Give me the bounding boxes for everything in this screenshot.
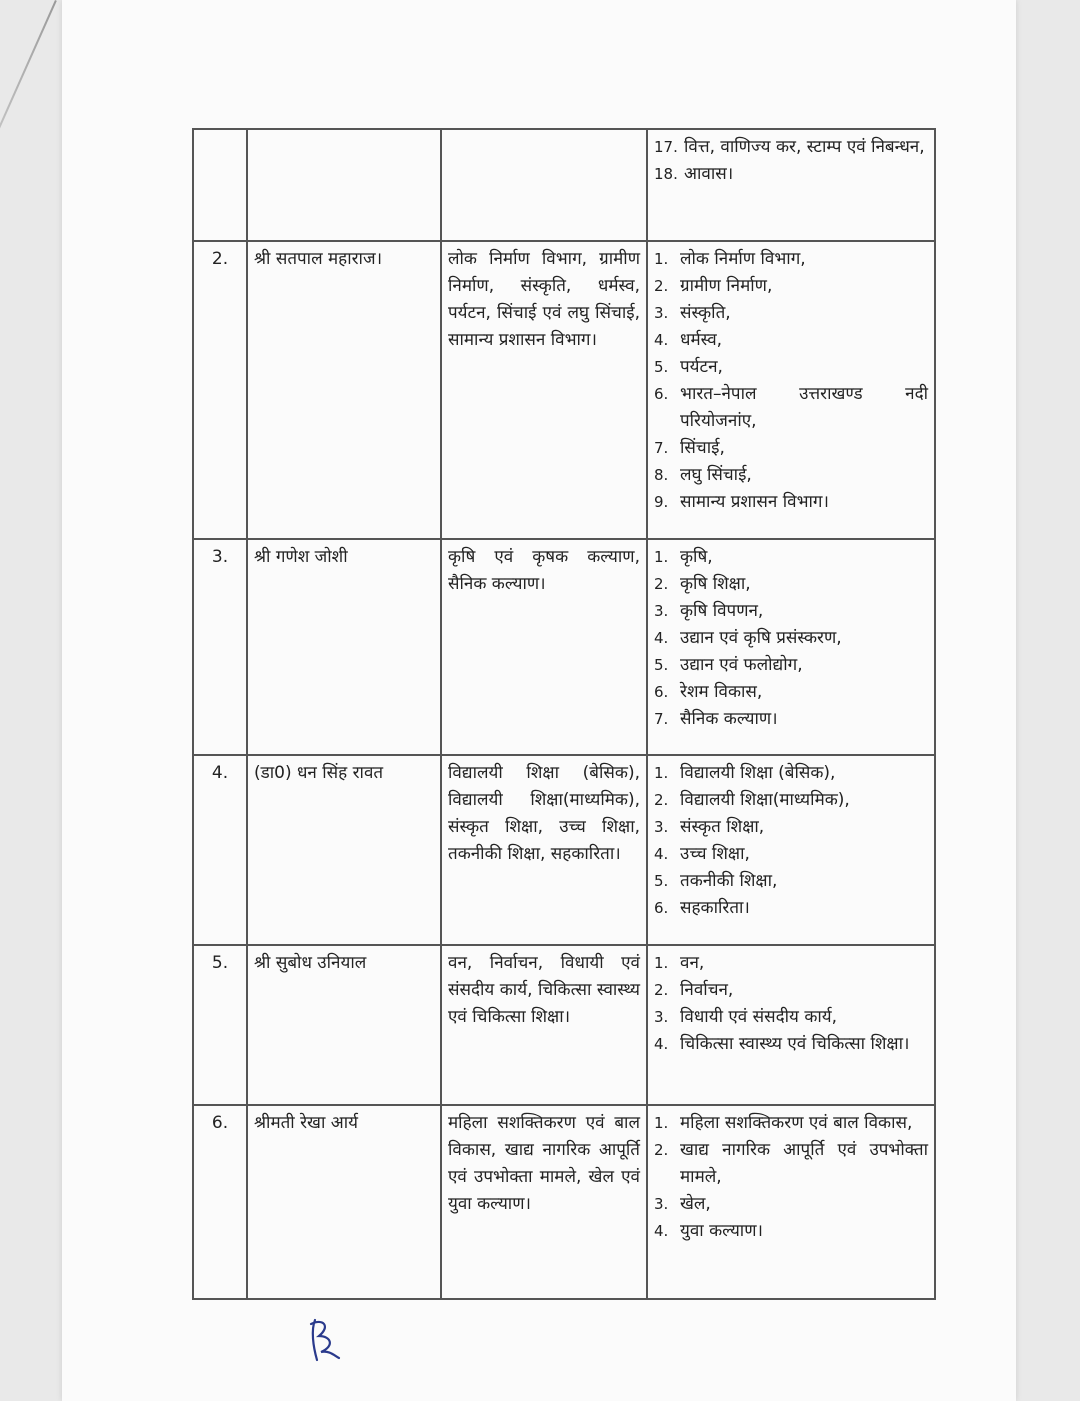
item-number: 6. <box>654 385 669 403</box>
list-item <box>654 273 928 300</box>
item-text: संस्कृत शिक्षा, <box>680 817 765 837</box>
item-text: महिला सशक्तिकरण एवं बाल विकास, <box>680 1113 913 1133</box>
department-list-cell <box>647 945 935 1105</box>
table-row <box>193 945 935 1105</box>
serial-number-cell: 6. <box>193 1105 247 1299</box>
list-item <box>654 814 928 841</box>
item-text: ग्रामीण निर्माण, <box>680 276 773 296</box>
list-item <box>654 895 928 922</box>
item-number: 3. <box>654 1008 669 1026</box>
item-number: 5. <box>654 656 669 674</box>
department-list <box>654 760 928 922</box>
department-list <box>654 246 928 516</box>
department-list <box>654 950 928 1058</box>
list-item <box>654 977 928 1004</box>
item-text: खाद्य नागरिक आपूर्ति एवं उपभोक्ता मामले, <box>680 1140 928 1187</box>
department-list <box>654 544 928 733</box>
item-text: विधायी एवं संसदीय कार्य, <box>680 1007 838 1027</box>
item-text: विद्यालयी शिक्षा (बेसिक), <box>680 763 836 783</box>
list-item <box>654 435 928 462</box>
item-text: खेल, <box>680 1194 711 1214</box>
department-list-cell <box>647 539 935 755</box>
item-number: 1. <box>654 764 669 782</box>
department-group-cell: विद्यालयी शिक्षा (बेसिक), विद्यालयी शिक्षा(माध्यमिक), संस्कृत शिक्षा, उच्च शिक्षा, तकनीकी शिक्षा, सहकारिता। <box>441 755 647 945</box>
minister-name-cell <box>247 129 441 241</box>
list-item <box>654 1031 928 1058</box>
serial-number-cell <box>193 129 247 241</box>
item-number: 4. <box>654 1222 669 1240</box>
list-item <box>654 1110 928 1137</box>
department-group-cell: महिला सशक्तिकरण एवं बाल विकास, खाद्य नागरिक आपूर्ति एवं उपभोक्ता मामले, खेल एवं युवा कल्याण। <box>441 1105 647 1299</box>
list-item <box>654 652 928 679</box>
minister-portfolio-table <box>192 128 936 1300</box>
item-number: 1. <box>654 954 669 972</box>
list-item <box>654 327 928 354</box>
list-item <box>654 1137 928 1191</box>
list-item <box>654 679 928 706</box>
item-text: कृषि विपणन, <box>680 601 764 621</box>
item-text: भारत–नेपाल उत्तराखण्ड नदी परियोजनांए, <box>680 384 928 431</box>
item-text: कृषि शिक्षा, <box>680 574 751 594</box>
list-item <box>654 868 928 895</box>
department-list <box>654 134 928 188</box>
serial-number-cell: 2. <box>193 241 247 539</box>
list-item <box>654 381 928 435</box>
page-edge-line <box>0 0 57 174</box>
list-item <box>654 760 928 787</box>
serial-number-cell: 3. <box>193 539 247 755</box>
department-group-cell: कृषि एवं कृषक कल्याण, सैनिक कल्याण। <box>441 539 647 755</box>
list-item <box>654 246 928 273</box>
list-item <box>654 598 928 625</box>
item-number: 17. <box>654 138 678 156</box>
item-number: 5. <box>654 358 669 376</box>
minister-name-cell: श्री गणेश जोशी <box>247 539 441 755</box>
department-list-cell <box>647 1105 935 1299</box>
item-number: 6. <box>654 899 669 917</box>
item-text: धर्मस्व, <box>680 330 723 350</box>
item-number: 4. <box>654 331 669 349</box>
item-number: 7. <box>654 710 669 728</box>
list-item <box>654 300 928 327</box>
list-item <box>654 462 928 489</box>
list-item <box>654 354 928 381</box>
list-item <box>654 1004 928 1031</box>
serial-number-cell: 5. <box>193 945 247 1105</box>
list-item <box>654 1191 928 1218</box>
item-number: 2. <box>654 277 669 295</box>
item-text: आवास। <box>684 164 734 184</box>
table-row <box>193 755 935 945</box>
list-item <box>654 161 928 188</box>
table-row <box>193 129 935 241</box>
minister-name-cell: श्री सतपाल महाराज। <box>247 241 441 539</box>
department-list <box>654 1110 928 1245</box>
item-text: वित्त, वाणिज्य कर, स्टाम्प एवं निबन्धन, <box>684 137 925 157</box>
item-text: सिंचाई, <box>680 438 725 458</box>
list-item <box>654 489 928 516</box>
item-number: 2. <box>654 575 669 593</box>
department-list-cell <box>647 241 935 539</box>
item-text: निर्वाचन, <box>680 980 734 1000</box>
item-number: 1. <box>654 1114 669 1132</box>
handwritten-signature <box>305 1316 345 1364</box>
item-text: कृषि, <box>680 547 713 567</box>
item-number: 3. <box>654 1195 669 1213</box>
department-list-cell <box>647 755 935 945</box>
serial-number-cell: 4. <box>193 755 247 945</box>
item-text: चिकित्सा स्वास्थ्य एवं चिकित्सा शिक्षा। <box>680 1034 910 1054</box>
item-text: सामान्य प्रशासन विभाग। <box>680 492 829 512</box>
item-text: रेशम विकास, <box>680 682 763 702</box>
table-row <box>193 1105 935 1299</box>
item-number: 3. <box>654 304 669 322</box>
item-text: सहकारिता। <box>680 898 750 918</box>
list-item <box>654 625 928 652</box>
item-number: 9. <box>654 493 669 511</box>
list-item <box>654 841 928 868</box>
item-number: 2. <box>654 791 669 809</box>
table-body <box>193 129 935 1299</box>
item-number: 1. <box>654 250 669 268</box>
item-number: 5. <box>654 872 669 890</box>
list-item <box>654 706 928 733</box>
minister-name-cell: श्रीमती रेखा आर्य <box>247 1105 441 1299</box>
item-text: युवा कल्याण। <box>680 1221 763 1241</box>
item-number: 4. <box>654 1035 669 1053</box>
list-item <box>654 571 928 598</box>
list-item <box>654 544 928 571</box>
item-number: 3. <box>654 602 669 620</box>
item-number: 7. <box>654 439 669 457</box>
table-row <box>193 241 935 539</box>
item-number: 8. <box>654 466 669 484</box>
list-item <box>654 134 928 161</box>
minister-name-cell: श्री सुबोध उनियाल <box>247 945 441 1105</box>
item-number: 4. <box>654 629 669 647</box>
item-number: 2. <box>654 1141 669 1159</box>
item-number: 1. <box>654 548 669 566</box>
item-text: लघु सिंचाई, <box>680 465 752 485</box>
item-text: विद्यालयी शिक्षा(माध्यमिक), <box>680 790 850 810</box>
item-text: लोक निर्माण विभाग, <box>680 249 806 269</box>
item-number: 4. <box>654 845 669 863</box>
department-group-cell: वन, निर्वाचन, विधायी एवं संसदीय कार्य, चिकित्सा स्वास्थ्य एवं चिकित्सा शिक्षा। <box>441 945 647 1105</box>
item-text: सैनिक कल्याण। <box>680 709 778 729</box>
item-number: 18. <box>654 165 678 183</box>
department-list-cell <box>647 129 935 241</box>
item-text: पर्यटन, <box>680 357 723 377</box>
item-text: उद्यान एवं कृषि प्रसंस्करण, <box>680 628 842 648</box>
minister-name-cell: (डा0) धन सिंह रावत <box>247 755 441 945</box>
item-text: तकनीकी शिक्षा, <box>680 871 778 891</box>
list-item <box>654 1218 928 1245</box>
department-group-cell: लोक निर्माण विभाग, ग्रामीण निर्माण, संस्कृति, धर्मस्व, पर्यटन, सिंचाई एवं लघु सिंचाई, सामान्य प्रशासन विभाग। <box>441 241 647 539</box>
department-group-cell <box>441 129 647 241</box>
item-text: वन, <box>680 953 705 973</box>
table-row <box>193 539 935 755</box>
item-number: 2. <box>654 981 669 999</box>
list-item <box>654 950 928 977</box>
item-text: उच्च शिक्षा, <box>680 844 750 864</box>
item-text: उद्यान एवं फलोद्योग, <box>680 655 803 675</box>
list-item <box>654 787 928 814</box>
item-number: 6. <box>654 683 669 701</box>
item-number: 3. <box>654 818 669 836</box>
item-text: संस्कृति, <box>680 303 731 323</box>
